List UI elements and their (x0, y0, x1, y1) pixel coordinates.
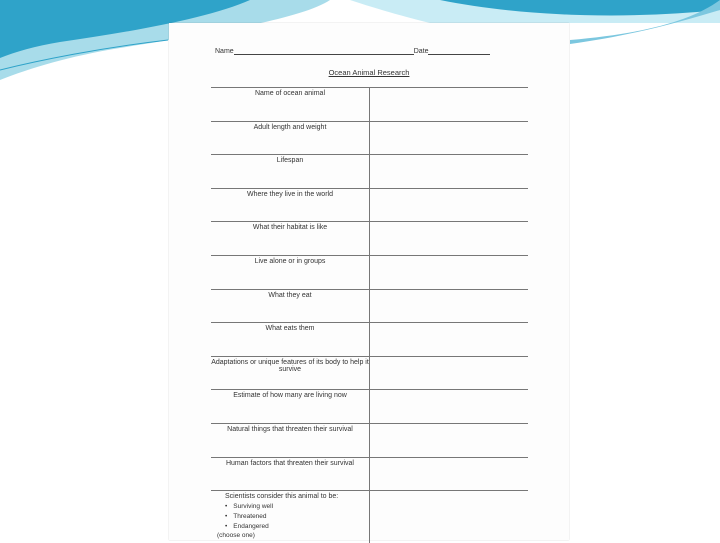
question-cell: Estimate of how many are living now (211, 390, 370, 424)
table-row (211, 155, 528, 189)
status-option: • Surviving well (225, 502, 369, 512)
question-cell: Lifespan (211, 155, 370, 189)
status-question-cell (211, 491, 370, 543)
question-cell: Natural things that threaten their survival (211, 423, 370, 457)
question-cell: What their habitat is like (211, 222, 370, 256)
table-row (211, 88, 528, 122)
answer-cell[interactable] (370, 188, 529, 222)
table-row (211, 121, 528, 155)
status-prompt: Scientists consider this animal to be: (225, 493, 339, 501)
answer-cell[interactable] (370, 457, 529, 491)
status-row (211, 491, 528, 543)
question-cell: Where they live in the world (211, 188, 370, 222)
table-row (211, 390, 528, 424)
answer-cell[interactable] (370, 356, 529, 390)
question-cell: Human factors that threaten their survival (211, 457, 370, 491)
question-cell: Live alone or in groups (211, 255, 370, 289)
answer-cell[interactable] (370, 255, 529, 289)
worksheet-page (169, 23, 569, 540)
question-cell: What they eat (211, 289, 370, 323)
table-row (211, 356, 528, 390)
choose-one-note: (choose one) (217, 532, 255, 540)
answer-cell[interactable] (370, 121, 529, 155)
name-label: Name (215, 48, 234, 55)
table-row (211, 255, 528, 289)
table-row (211, 289, 528, 323)
table-row (211, 457, 528, 491)
status-options (225, 502, 369, 532)
question-cell: Adaptations or unique features of its body to help it survive (211, 356, 370, 390)
answer-cell[interactable] (370, 289, 529, 323)
table-row (211, 323, 528, 357)
answer-cell[interactable] (370, 423, 529, 457)
answer-cell[interactable] (370, 155, 529, 189)
date-blank (428, 47, 490, 55)
answer-cell[interactable] (370, 222, 529, 256)
date-label: Date (413, 48, 429, 55)
worksheet-title: Ocean Animal Research (328, 68, 410, 77)
research-table (211, 87, 528, 543)
status-option: • Threatened (225, 512, 369, 522)
question-cell: What eats them (211, 323, 370, 357)
answer-cell[interactable] (370, 491, 529, 543)
table-row (211, 222, 528, 256)
name-blank (234, 47, 414, 55)
answer-cell[interactable] (370, 323, 529, 357)
question-cell: Adult length and weight (211, 121, 370, 155)
name-date-line (215, 47, 529, 55)
table-row (211, 188, 528, 222)
answer-cell[interactable] (370, 390, 529, 424)
table-row (211, 423, 528, 457)
status-option: • Endangered (225, 522, 369, 532)
question-cell: Name of ocean animal (211, 88, 370, 122)
answer-cell[interactable] (370, 88, 529, 122)
